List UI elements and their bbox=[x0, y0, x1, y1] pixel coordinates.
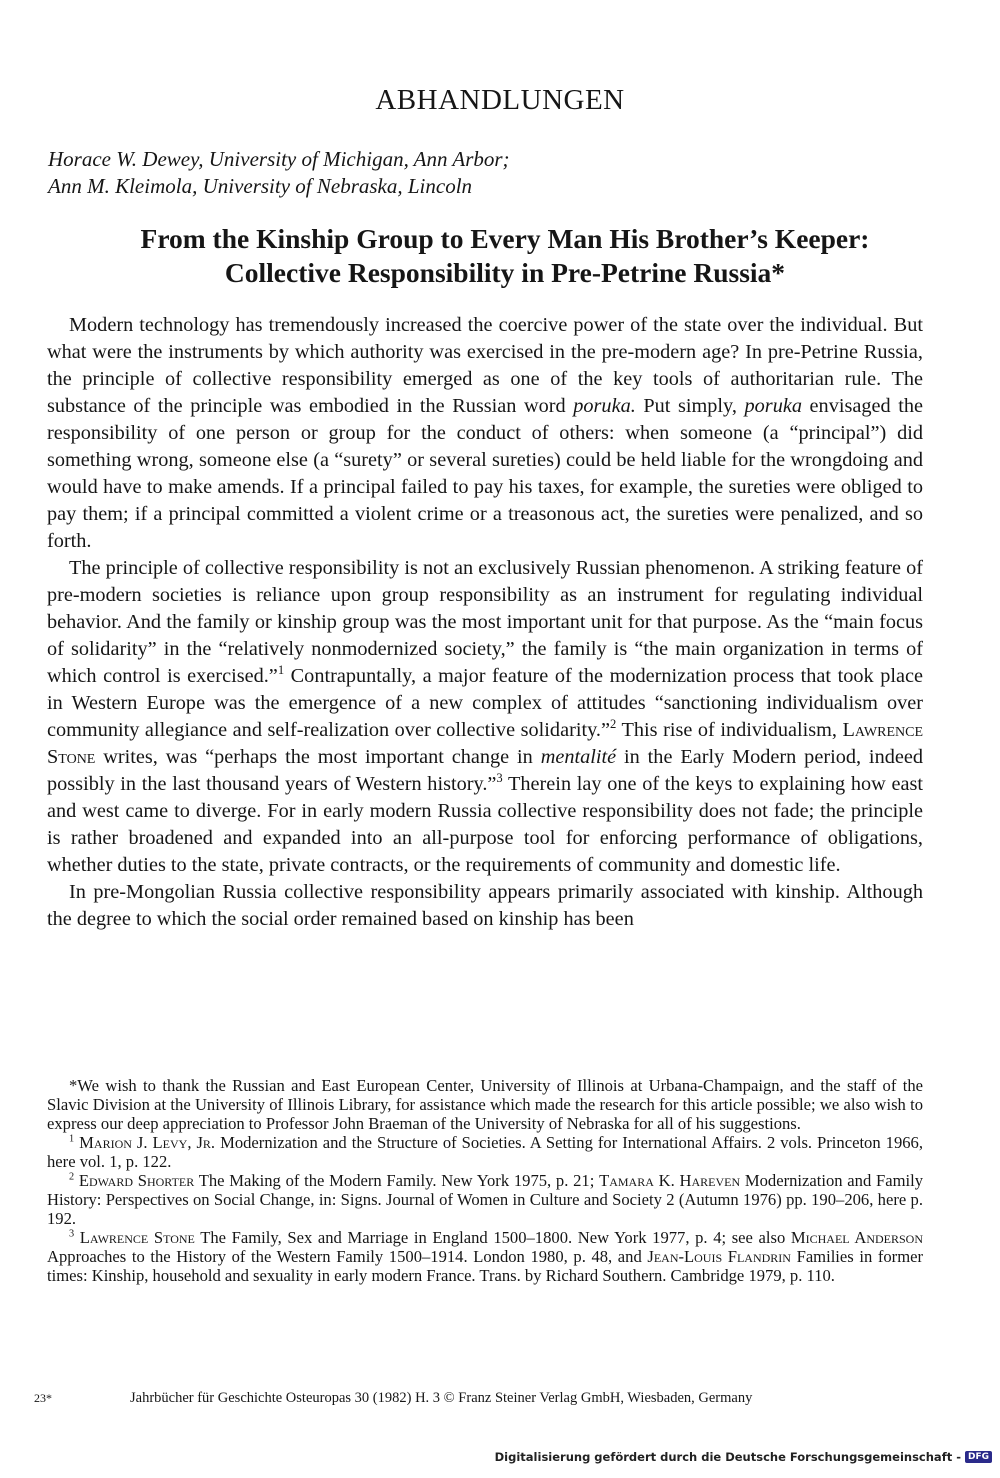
page-number: 23* bbox=[34, 1391, 52, 1405]
footnote-2: $^2$ Edward Shorter The Making of the Modern Family. New York 1975, p. 21; Tamara K. Hareven Modernization and Family History: Perspectives on Social Change, in: Signs. Journal of Women in Culture and Society 2 (Autumn 1976) pp. 190–206, here p. 192. bbox=[47, 1171, 923, 1228]
author-line-1: Horace W. Dewey, University of Michigan, Ann Arbor; bbox=[48, 147, 510, 171]
footnote-star: *We wish to thank the Russian and East European Center, University of Illinois at Urbana-Champaign, and the staff of the Slavic Division at the University of Illinois Library, for assistance which made the research for this article possible; we also wish to express our deep appreciation to Professor John Braeman of the University of Nebraska for all of his suggestions. bbox=[47, 1076, 923, 1133]
footnote-ref-2[interactable]: 2 bbox=[610, 717, 617, 732]
dfg-logo: DFG bbox=[965, 1451, 992, 1463]
title-line-1: From the Kinship Group to Every Man His Brother’s Keeper: bbox=[140, 223, 870, 254]
author-line-2: Ann M. Kleimola, University of Nebraska, Lincoln bbox=[48, 174, 473, 198]
paragraph-2: The principle of collective responsibility is not an exclusively Russian phenomenon. A striking feature of pre-modern societies is reliance upon group responsibility as an instrument for regulating individual behavior. And the family or kinship group was the most important unit for that purpose. As the “main focus of solidarity” in the “relatively nonmodernized society,” the family is “the main organization in terms of which control is exercised.”$^1$ Contrapuntally, a major feature of the modernization process that took place in Western Europe was the emergence of a new complex of attitudes “sanctioning individualism over community allegiance and self-realization over collective solidarity.”$^2$ This rise of individualism, Lawrence Stone writes, was “perhaps the most important change in mentalité in the Early Modern period, indeed possibly in the last thousand years of Western history.”$^3$ Therein lay one of the keys to explaining how east and west came to diverge. For in early modern Russia collective responsibility does not fade; the principle is rather broadened and expanded into an all-purpose tool for enforcing performance of obligations, whether duties to the state, private contracts, or the requirements of community and domestic life. bbox=[47, 557, 924, 876]
author-block bbox=[48, 146, 510, 200]
digitization-text: Digitalisierung gefördert durch die Deutsche Forschungsgemeinschaft - bbox=[494, 1450, 961, 1464]
page-footer bbox=[34, 1390, 914, 1407]
footnotes bbox=[47, 1076, 923, 1285]
article-body bbox=[47, 312, 923, 933]
digitization-note bbox=[495, 1450, 992, 1464]
title-line-2: Collective Responsibility in Pre-Petrine Russia* bbox=[224, 257, 786, 288]
term-poruka: poruka bbox=[744, 395, 802, 417]
section-heading: ABHANDLUNGEN bbox=[375, 84, 625, 116]
paragraph-1: Modern technology has tremendously increased the coercive power of the state over the individual. But what were the instruments by which authority was exercised in the pre-modern age? In pre-Petrine Russia, the principle of collective responsibility emerged as one of the key tools of authoritarian rule. The substance of the principle was embodied in the Russian word poruka. Put simply, poruka envisaged the responsibility of one person or group for the conduct of others: when someone (a “principal”) did something wrong, someone else (a “surety” or several sureties) could be held liable for the wrongdoing and would have to make amends. If a principal failed to pay his taxes, for example, the sureties were obliged to pay them; if a principal committed a violent crime or a treasonous act, the sureties were penalized, and so forth. bbox=[47, 314, 923, 552]
term-poruka: poruka. bbox=[573, 395, 636, 417]
footnote-3: $^3$ Lawrence Stone The Family, Sex and Marriage in England 1500–1800. New York 1977, p. 4; see also Michael Anderson Approaches to the History of the Western Family 1500–1914. London 1980, p. 48, and Jean-Louis Flandrin Families in former times: Kinship, household and sexuality in early modern France. Trans. by Richard Southern. Cambridge 1979, p. 110. bbox=[47, 1228, 924, 1285]
paragraph-3: In pre-Mongolian Russia collective responsibility appears primarily associated with kinship. Although the degree to which the social order remained based on kinship has been bbox=[47, 881, 923, 930]
footnote-1: $^1$ Marion J. Levy, Jr. Modernization and the Structure of Societies. A Setting for International Affairs. 2 vols. Princeton 1966, here vol. 1, p. 122. bbox=[47, 1133, 923, 1171]
article-title bbox=[30, 222, 980, 290]
footnote-ref-1[interactable]: 1 bbox=[277, 663, 285, 678]
author-name: Lawrence Stone bbox=[47, 719, 923, 768]
journal-citation: Jahrbücher für Geschichte Osteuropas 30 (1982) H. 3 © Franz Steiner Verlag GmbH, Wiesbaden, Germany bbox=[130, 1390, 753, 1406]
term-mentalite: mentalité bbox=[540, 746, 617, 768]
footnote-ref-3[interactable]: 3 bbox=[496, 771, 503, 786]
